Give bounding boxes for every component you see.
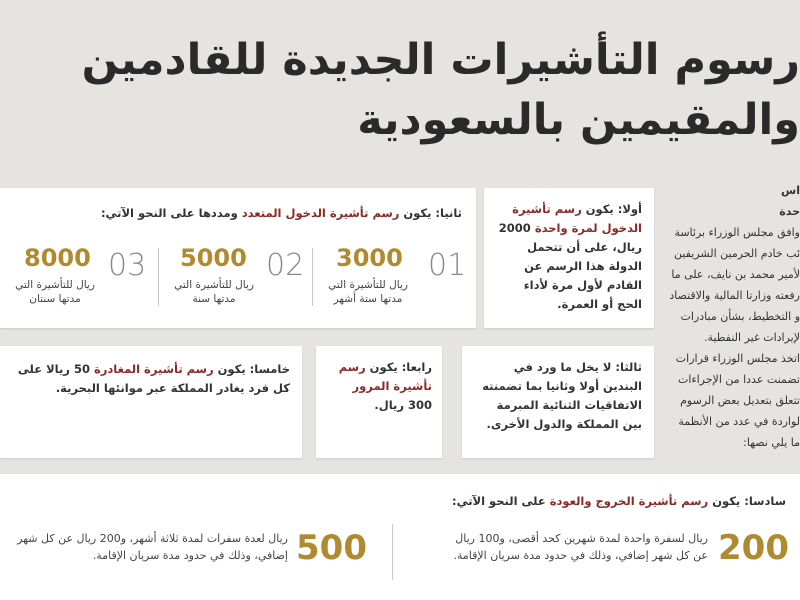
section-1-card — [484, 188, 654, 328]
section-3-text: ثالثا: لا يخل ما ورد في البندين أولا وثانيا بما تضمنته الاتفاقيات الثنائية المبرمة بين المملكة والدول الأخرى. — [482, 360, 642, 431]
section-1-highlight: رسم تأشيرة الدخول لمرة واحدة — [512, 202, 642, 235]
section-5-highlight: رسم تأشيرة المغادرة — [93, 362, 214, 376]
section-4-highlight: رسم تأشيرة المرور — [338, 360, 432, 393]
side-line: وافق مجلس الوزراء برئاسة — [674, 226, 800, 239]
divider — [158, 248, 159, 306]
side-line: اتخذ مجلس الوزراء قرارات — [675, 352, 800, 365]
side-line: تضمنت عددا من الإجراءات — [678, 373, 800, 386]
side-line: تتعلق بتعديل بعض الرسوم — [680, 394, 800, 407]
amount-caption: ريال لعدة سفرات لمدة ثلاثة أشهر، و200 ريال عن كل شهر إضافي، وذلك في حدود مدة سريان الإقامة. — [17, 532, 288, 562]
divider — [312, 248, 313, 306]
item-index: 02 — [266, 248, 305, 283]
section-3-card — [462, 346, 654, 458]
side-line: لإيرادات غير النفطية. — [704, 331, 800, 344]
title-line-2: والمقيمين بالسعودية — [357, 95, 800, 145]
amount-caption: ريال للتأشيرة التي مدتها ستة أشهر — [328, 279, 408, 305]
amount-value: 200 — [718, 528, 789, 568]
section-6-highlight: رسم تأشيرة الخروج والعودة — [549, 494, 709, 508]
item-index: 01 — [428, 248, 467, 283]
amount-caption: ريال لسفرة واحدة لمدة شهرين كحد أقصى، و100 ريال عن كل شهر إضافي، وذلك في حدود مدة سريان الإقامة. — [453, 532, 708, 562]
side-line: و التخطيط، بشأن مبادرات — [680, 310, 800, 323]
page-title — [0, 30, 800, 150]
side-line: ئب خادم الحرمين الشريفين — [674, 247, 800, 260]
side-line: لأمير محمد بن نايف، على ما — [671, 268, 800, 281]
section-1-text: أولا: يكون رسم تأشيرة الدخول لمرة واحدة 2000 ريال، على أن تتحمل الدولة هذا الرسم عن القادم لأول مرة لأداء الحج أو العمرة. — [498, 202, 642, 311]
section-5-card — [0, 346, 302, 458]
amount-value: 5000 — [180, 244, 247, 272]
divider — [392, 524, 393, 580]
title-line-1: رسوم التأشيرات الجديدة للقادمين — [81, 35, 800, 85]
side-line: اس — [781, 184, 800, 197]
side-line: حدة — [779, 205, 800, 218]
amount-caption: ريال للتأشيرة التي مدتها سنتان — [15, 279, 95, 305]
section-5-text: خامسا: يكون رسم تأشيرة المغادرة 50 ريالا على كل فرد يغادر المملكة عبر موانئها البحرية. — [17, 362, 290, 395]
side-article-text — [669, 180, 800, 470]
section-4-card — [316, 346, 442, 458]
amount-caption: ريال للتأشيرة التي مدتها سنة — [174, 279, 254, 305]
section-6-heading: سادسا: يكون رسم تأشيرة الخروج والعودة على النحو الآتي: — [452, 494, 786, 508]
side-line: ما يلي نصها: — [743, 436, 800, 449]
item-index: 03 — [108, 248, 147, 283]
section-2-card — [0, 188, 476, 328]
amount-value: 500 — [296, 528, 367, 568]
section-2-highlight: رسم تأشيرة الدخول المتعدد — [241, 206, 400, 220]
section-2-heading: ثانيا: يكون رسم تأشيرة الدخول المتعدد ومددها على النحو الآتي: — [100, 206, 462, 220]
section-6-card — [0, 474, 800, 600]
amount-value: 8000 — [24, 244, 91, 272]
side-line: لواردة في عدد من الأنظمة — [678, 415, 800, 428]
side-line: رفعته وزارتا المالية والاقتصاد — [669, 289, 800, 302]
section-4-text: رابعا: يكون رسم تأشيرة المرور 300 ريال. — [338, 360, 432, 412]
amount-value: 3000 — [336, 244, 403, 272]
